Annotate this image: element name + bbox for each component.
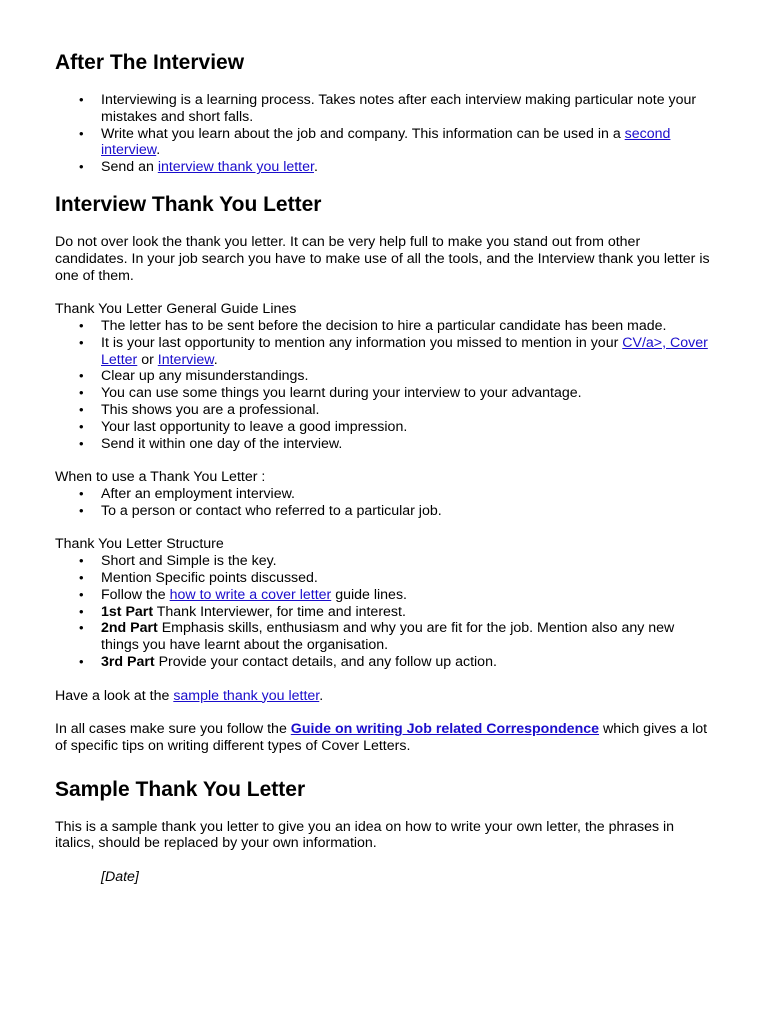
interview-thank-you-letter-link[interactable]: interview thank you letter [157,159,314,176]
list-item: • Clear up any misunderstandings. [101,368,715,385]
date-placeholder: [Date] [101,869,139,886]
cv-cover-letter-link[interactable]: CV/a>, Cover Letter [101,334,708,368]
list-item: • Send an interview thank you letter. [101,159,715,176]
guide-lines-label: Thank You Letter General Guide Lines [55,301,297,318]
list-item [101,92,715,126]
list-item: • To a person or contact who referred to a particular job. [101,503,715,520]
intro-paragraph: Do not over look the thank you letter. It can be very help full to make you stand out from other candidates. In your job search you have to make use of all the tools, and the Interview thank you letter is one of them. [55,233,710,284]
bullet-text: Write what you learn about the job and company. This information can be used in a [101,125,625,142]
list-item: • The letter has to be sent before the decision to hire a particular candidate has been made. [101,318,715,335]
bullet-text: Send an [101,159,158,176]
guide-lines-list [55,318,715,452]
list-item: • This shows you are a professional. [101,402,715,419]
second-interview-link[interactable]: second interview [101,125,671,159]
list-item: • After an employment interview. [101,486,715,503]
list-item: • 3rd Part Provide your contact details, and any follow up action. [101,654,715,671]
part-label: 3rd Part [101,653,155,670]
bullet-text: Interviewing is a learning process. Takes notes after each interview making particular note your mistakes and short falls. [101,92,697,125]
when-to-use-label: When to use a Thank You Letter : [55,469,266,486]
interview-link[interactable]: Interview [157,351,214,368]
how-to-write-cover-letter-link[interactable]: how to write a cover letter [169,586,332,603]
part-label: 1st Part [101,603,154,620]
guide-correspondence-link[interactable]: Guide on writing Job related Correspondence [290,721,600,738]
list-item: • Follow the how to write a cover letter guide lines. [101,587,715,604]
guide-paragraph: In all cases make sure you follow the Guide on writing Job related Correspondence which gives a lot of specific tips on writing different types of Cover Letters. [55,721,708,754]
list-item: • You can use some things you learnt during your interview to your advantage. [101,385,715,402]
structure-list [55,553,715,671]
when-to-use-list [55,486,715,520]
heading-interview-thank-you-letter: Interview Thank You Letter [55,192,322,216]
list-item: • 1st Part Thank Interviewer, for time and interest. [101,604,715,621]
list-item: • Your last opportunity to leave a good impression. [101,419,715,436]
heading-after-the-interview: After The Interview [55,51,245,74]
list-item: • Write what you learn about the job and company. This information can be used in a second interview. [101,126,715,160]
list-item: • 2nd Part Emphasis skills, enthusiasm and why you are fit for the job. Mention also any new things you have learnt about the organisation. [101,620,715,654]
sample-intro-paragraph: This is a sample thank you letter to give you an idea on how to write your own letter, the phrases in italics, should be replaced by your own information. [55,818,675,852]
sample-thank-you-letter-link[interactable]: sample thank you letter [173,687,320,704]
structure-label: Thank You Letter Structure [55,536,224,553]
list-item: • It is your last opportunity to mention any information you missed to mention in your CV/a>, Cover Letter or Interview. [101,335,715,369]
document-page [55,48,715,886]
after-interview-list [55,92,715,176]
list-item: • Send it within one day of the interview. [101,436,715,453]
part-label: 2nd Part [101,620,158,637]
sample-letter-paragraph: Have a look at the sample thank you letter. [55,687,324,704]
list-item: • Mention Specific points discussed. [101,570,715,587]
heading-sample-thank-you-letter: Sample Thank You Letter [55,777,306,801]
list-item: • Short and Simple is the key. [101,553,715,570]
